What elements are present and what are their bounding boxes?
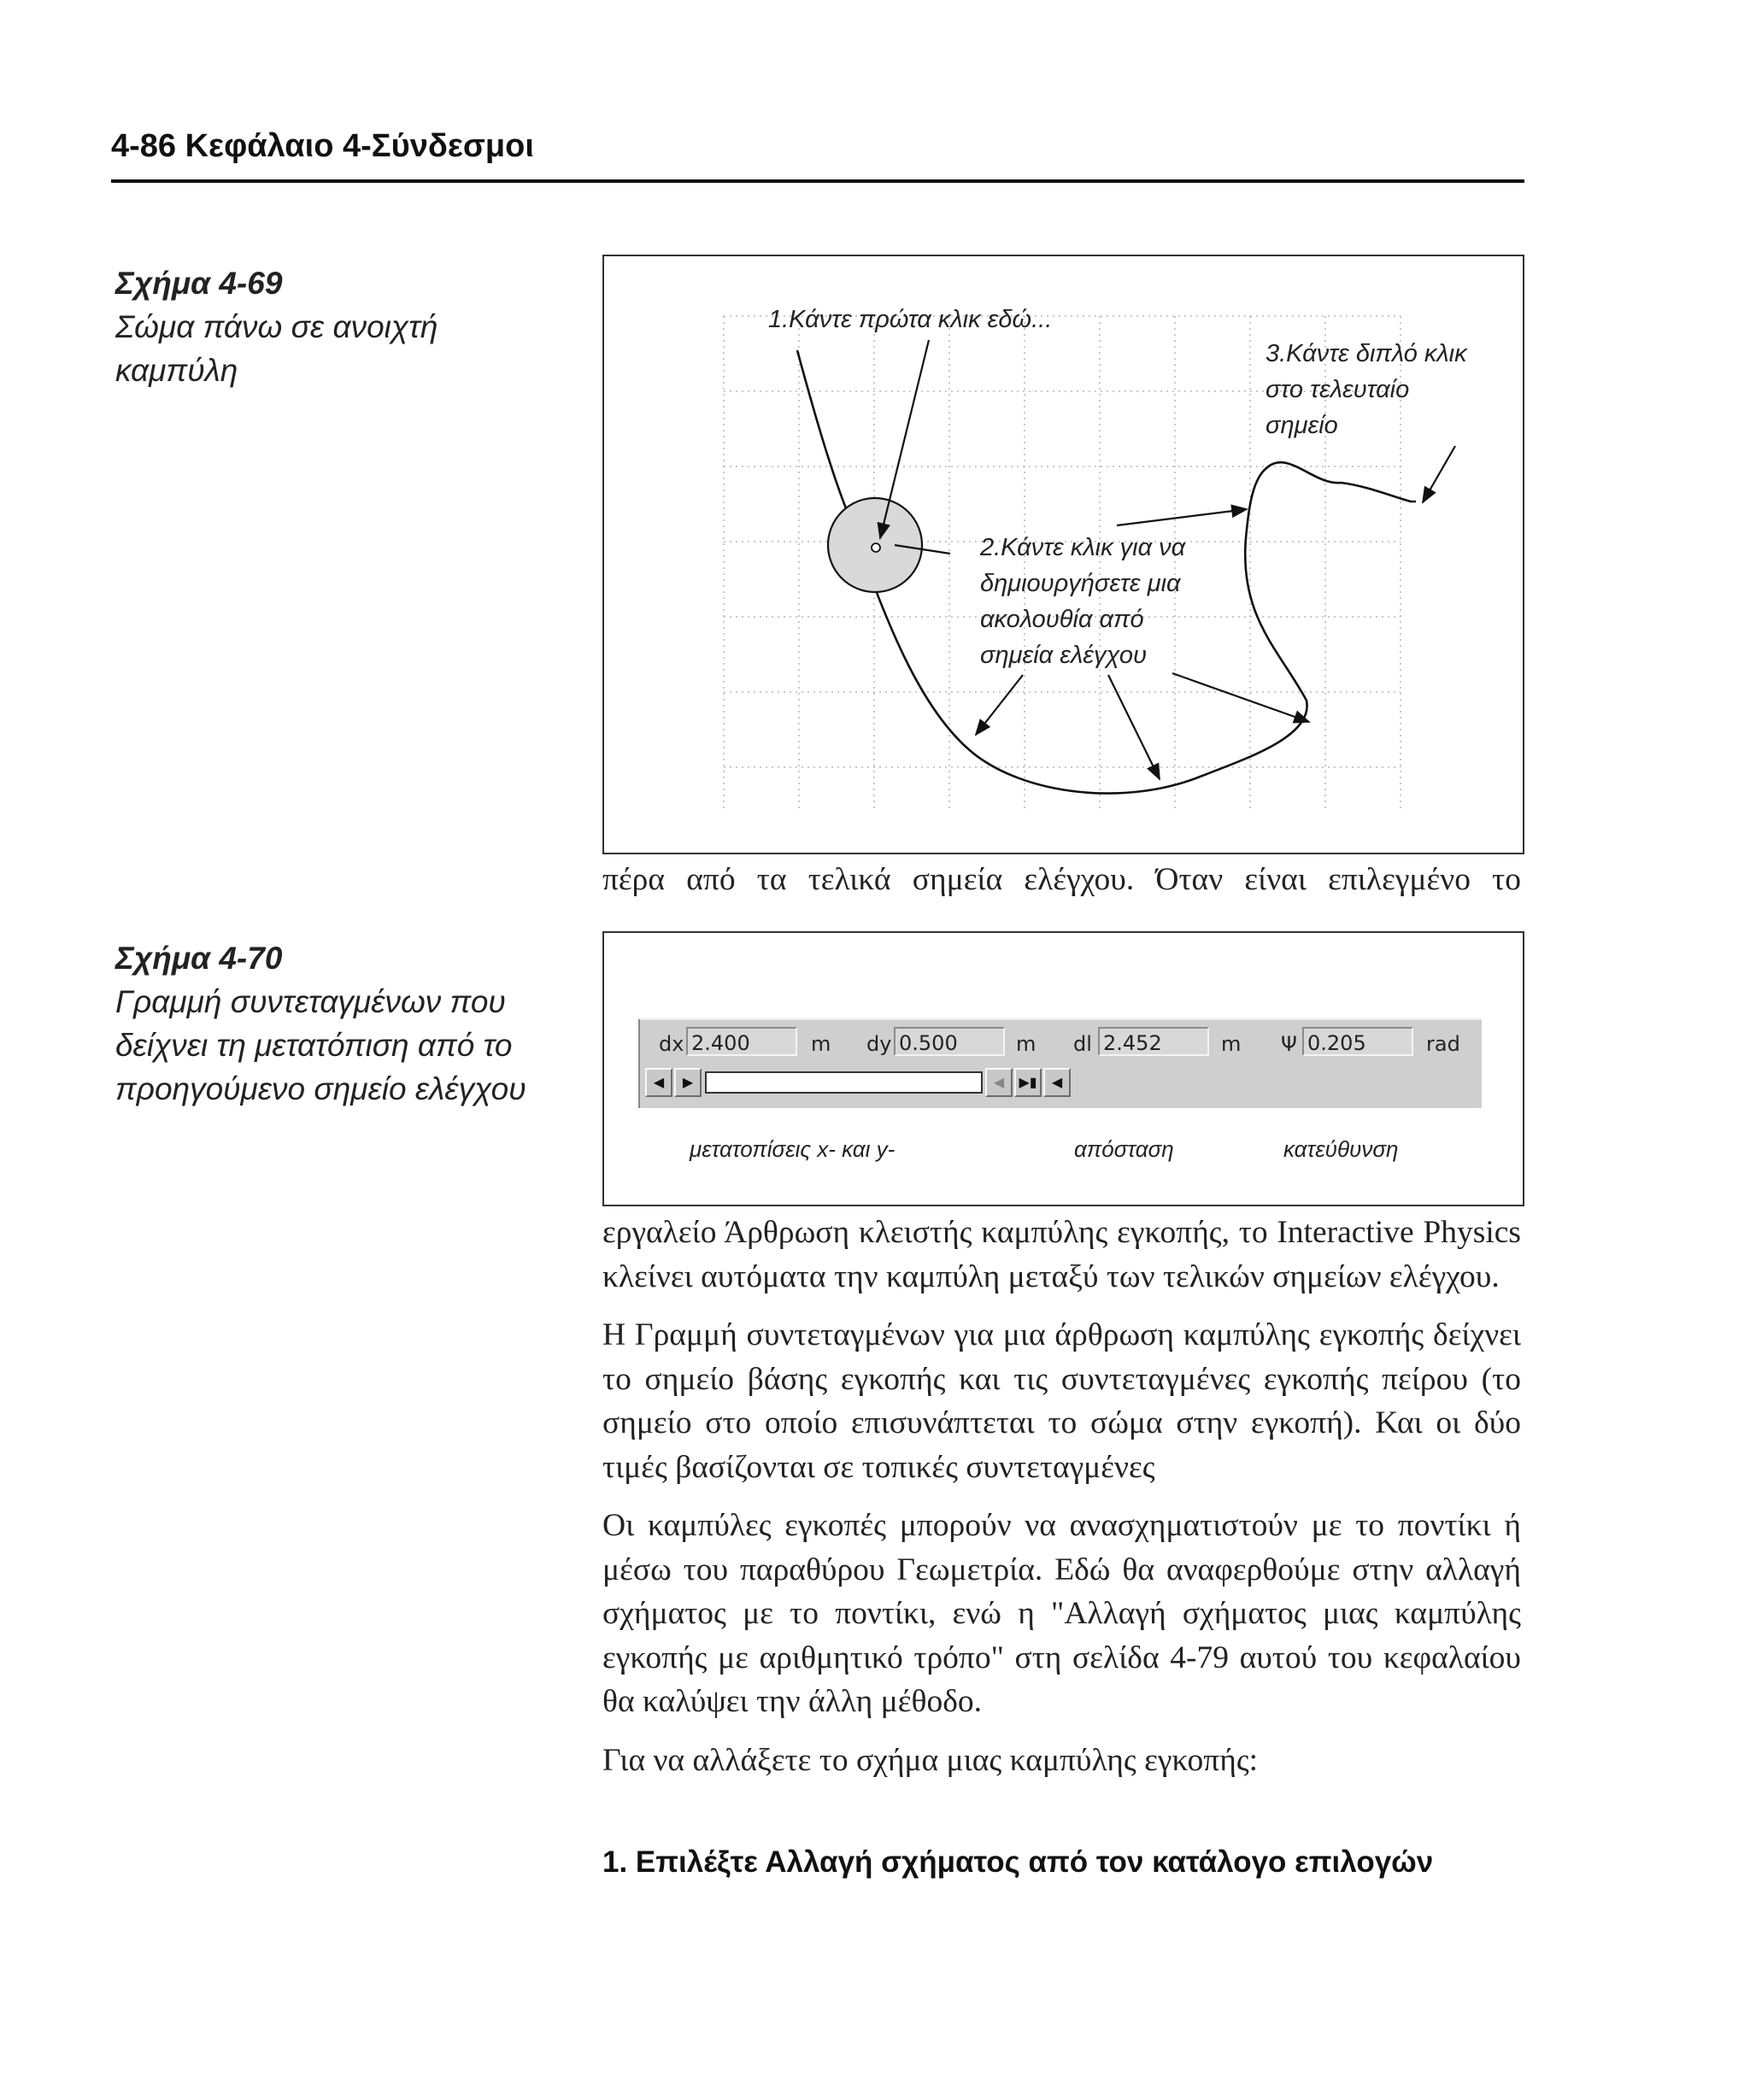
figure-69-diagram [604, 256, 1523, 853]
text-continuation: πέρα από τα τελικά σημεία ελέγχου. Όταν είναι επιλεγμένο το [602, 862, 1521, 897]
figure-69-number: Σχήμα 4-69 [115, 266, 283, 301]
scroll-end-icon[interactable]: ▶▮ [1014, 1068, 1042, 1097]
coordinate-fields-row [640, 1027, 1482, 1059]
figure-69-box [602, 255, 1524, 854]
body-paragraphs [602, 1211, 1521, 1797]
pin-point [872, 543, 880, 552]
point-scroller [640, 1068, 1482, 1100]
callout-2-line-2: δημιουργήσετε μια [980, 570, 1181, 597]
scroll-track[interactable] [705, 1071, 983, 1094]
paragraph-2: Η Γραμμή συντεταγμένων για μια άρθρωση καμπύλης εγκοπής δείχνει το σημείο βάσης εγκοπής και τις συντεταγμένες εγκοπής πείρου (το σημείο στο οποίο επισυνάπτεται το σώμα στην εγκοπή). Και οι δύο τιμές βασίζονται σε τοπικές συντεταγμένες [602, 1317, 1521, 1485]
callout-3-line-1: 3.Κάντε διπλό κλικ [1266, 340, 1467, 367]
psi-label: Ψ [1281, 1032, 1297, 1056]
figure-70-number: Σχήμα 4-70 [115, 941, 283, 976]
callout-1: 1.Κάντε πρώτα κλικ εδώ... [768, 306, 1053, 333]
callout-2-line-1: 2.Κάντε κλικ για να [980, 534, 1186, 561]
paragraph-1: εργαλείο Άρθρωση κλειστής καμπύλης εγκοπής, το Interactive Physics κλείνει αυτόματα την καμπύλη μεταξύ των τελικών σημείων ελέγχου. [602, 1215, 1521, 1294]
dx-field[interactable]: 2.400 [686, 1027, 797, 1056]
scroll-prev-disabled-icon: ◀ [985, 1068, 1013, 1097]
arrow-2a [1117, 509, 1247, 525]
header-rule [111, 179, 1524, 183]
label-distance: απόσταση [1074, 1136, 1174, 1162]
figure-69-caption [115, 261, 491, 392]
callout-2-line-4: σημεία ελέγχου [980, 642, 1147, 669]
dl-unit: m [1221, 1032, 1242, 1056]
arrow-2b [976, 675, 1023, 735]
coordinate-bar [638, 1018, 1482, 1108]
dl-label: dl [1073, 1032, 1092, 1056]
callout-3-line-3: σημείο [1266, 412, 1338, 439]
arrow-2c [1108, 675, 1160, 779]
dy-label: dy [866, 1032, 892, 1056]
label-displacement: μετατοπίσεις x- και y- [690, 1136, 896, 1162]
paragraph-3: Οι καμπύλες εγκοπές μπορούν να ανασχηματιστούν με το ποντίκι ή μέσω του παραθύρου Γεωμετρία. Εδώ θα αναφερθούμε στην αλλαγή σχήματος με το ποντίκι, ενώ η "Αλλαγή σχήματος μιας καμπύλης εγκοπής με αριθμητικό τρόπο" στη σελίδα 4-79 αυτού του κεφαλαίου θα καλύψει την άλλη μέθοδο. [602, 1508, 1521, 1719]
arrow-3 [1423, 446, 1455, 502]
scroll-next-icon[interactable]: ▶ [674, 1068, 702, 1097]
running-header: 4-86 Κεφάλαιο 4-Σύνδεσμοι [111, 128, 534, 164]
dy-field[interactable]: 0.500 [894, 1027, 1005, 1056]
callout-2-line-3: ακολουθία από [980, 606, 1144, 633]
callout-3-line-2: στο τελευταίο [1266, 376, 1410, 403]
scroll-back-icon[interactable]: ◀ [1043, 1068, 1071, 1097]
step-1-heading: 1. Επιλέξτε Αλλαγή σχήματος από τον κατάλογο επιλογών [602, 1845, 1434, 1879]
scroll-first-icon[interactable]: ◀ [645, 1068, 672, 1097]
dl-field[interactable]: 2.452 [1098, 1027, 1209, 1056]
label-direction: κατεύθυνση [1283, 1136, 1399, 1162]
arrow-2d [1172, 673, 1309, 722]
paragraph-4: Για να αλλάξετε το σχήμα μιας καμπύλης εγκοπής: [602, 1742, 1259, 1778]
dy-unit: m [1016, 1032, 1036, 1056]
figure-69-caption-text: Σώμα πάνω σε ανοιχτή καμπύλη [115, 309, 438, 388]
psi-field[interactable]: 0.205 [1302, 1027, 1413, 1056]
figure-70-caption [115, 936, 577, 1111]
figure-70-caption-text: Γραμμή συντεταγμένων που δείχνει τη μετατόπιση από το προηγούμενο σημείο ελέγχου [115, 984, 526, 1106]
figure-70-box [602, 931, 1524, 1206]
dx-unit: m [811, 1032, 831, 1056]
psi-unit: rad [1426, 1032, 1460, 1056]
dx-label: dx [659, 1032, 684, 1056]
